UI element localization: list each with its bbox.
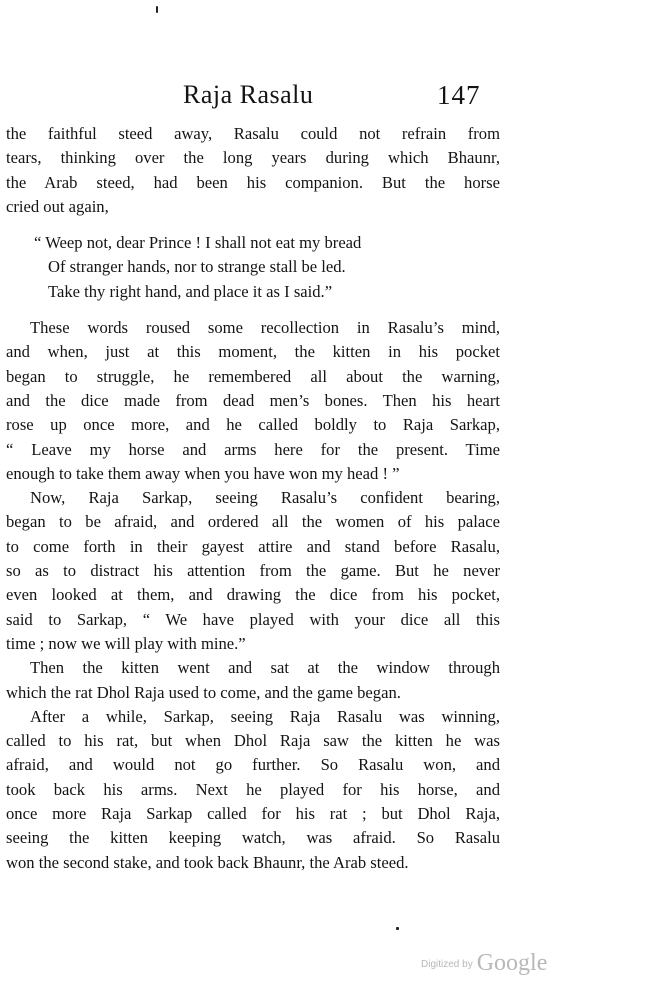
text-line: the faithful steed away, Rasalu could not refrain from: [6, 124, 500, 143]
text-line: enough to take them away when you have won my head ! ”: [6, 463, 400, 483]
spacer: [6, 304, 500, 316]
verse-line: Of stranger hands, nor to strange stall be led.: [48, 257, 346, 277]
paragraph: [6, 122, 500, 219]
verse-line: Take thy right hand, and place it as I said.”: [48, 281, 333, 301]
digitized-watermark: [421, 950, 547, 977]
scan-speck: [396, 927, 399, 930]
watermark-prefix: Digitized by: [421, 959, 473, 970]
text-line: After a while, Sarkap, seeing Raja Rasalu was winning,: [30, 706, 500, 726]
text-line: even looked at them, and drawing the dice from his pocket,: [6, 585, 500, 605]
verse-quote: [34, 231, 494, 304]
text-line: rose up once more, and he called boldly to Raja Sarkap,: [6, 415, 500, 435]
page-header: [0, 80, 645, 120]
google-logo: Google: [476, 950, 548, 976]
text-line: and when, just at this moment, the kitten in his pocket: [6, 342, 500, 362]
body-text: [6, 122, 500, 875]
text-line: so as to distract his attention from the game. But he never: [6, 561, 500, 581]
paragraph: [6, 705, 500, 875]
text-line: began to be afraid, and ordered all the women of his palace: [6, 512, 500, 532]
text-line: began to struggle, he remembered all about the warning,: [6, 366, 500, 386]
text-line: said to Sarkap, “ We have played with your dice all this: [6, 609, 500, 629]
text-line: These words roused some recollection in Rasalu’s mind,: [30, 318, 500, 338]
text-line: which the rat Dhol Raja used to come, and the game began.: [6, 682, 401, 702]
verse-line: “ Weep not, dear Prince ! I shall not eat my bread: [34, 233, 362, 253]
spacer: [6, 219, 500, 231]
text-line: tears, thinking over the long years during which Bhaunr,: [6, 148, 500, 168]
text-line: Now, Raja Sarkap, seeing Rasalu’s confident bearing,: [30, 488, 500, 508]
text-line: time ; now we will play with mine.”: [6, 633, 246, 653]
text-line: and the dice made from dead men’s bones. Then his heart: [6, 390, 500, 410]
text-line: to come forth in their gayest attire and stand before Rasalu,: [6, 536, 500, 556]
paragraph: [6, 316, 500, 486]
text-line: “ Leave my horse and arms here for the present. Time: [6, 439, 500, 459]
running-head: Raja Rasalu: [183, 80, 314, 109]
text-line: the Arab steed, had been his companion. But the horse: [6, 172, 500, 192]
paragraph: [6, 486, 500, 656]
text-line: afraid, and would not go further. So Rasalu won, and: [6, 755, 500, 775]
scan-speck: [156, 6, 158, 13]
text-line: took back his arms. Next he played for his horse, and: [6, 779, 500, 799]
paragraph: [6, 656, 500, 705]
text-line: Then the kitten went and sat at the window through: [30, 658, 500, 678]
text-line: called to his rat, but when Dhol Raja saw the kitten he was: [6, 731, 500, 751]
text-line: won the second stake, and took back Bhaunr, the Arab steed.: [6, 852, 409, 872]
text-line: seeing the kitten keeping watch, was afraid. So Rasalu: [6, 828, 500, 848]
page-number: 147: [437, 80, 481, 110]
text-line: once more Raja Sarkap called for his rat ; but Dhol Raja,: [6, 804, 500, 824]
text-line: cried out again,: [6, 196, 109, 216]
